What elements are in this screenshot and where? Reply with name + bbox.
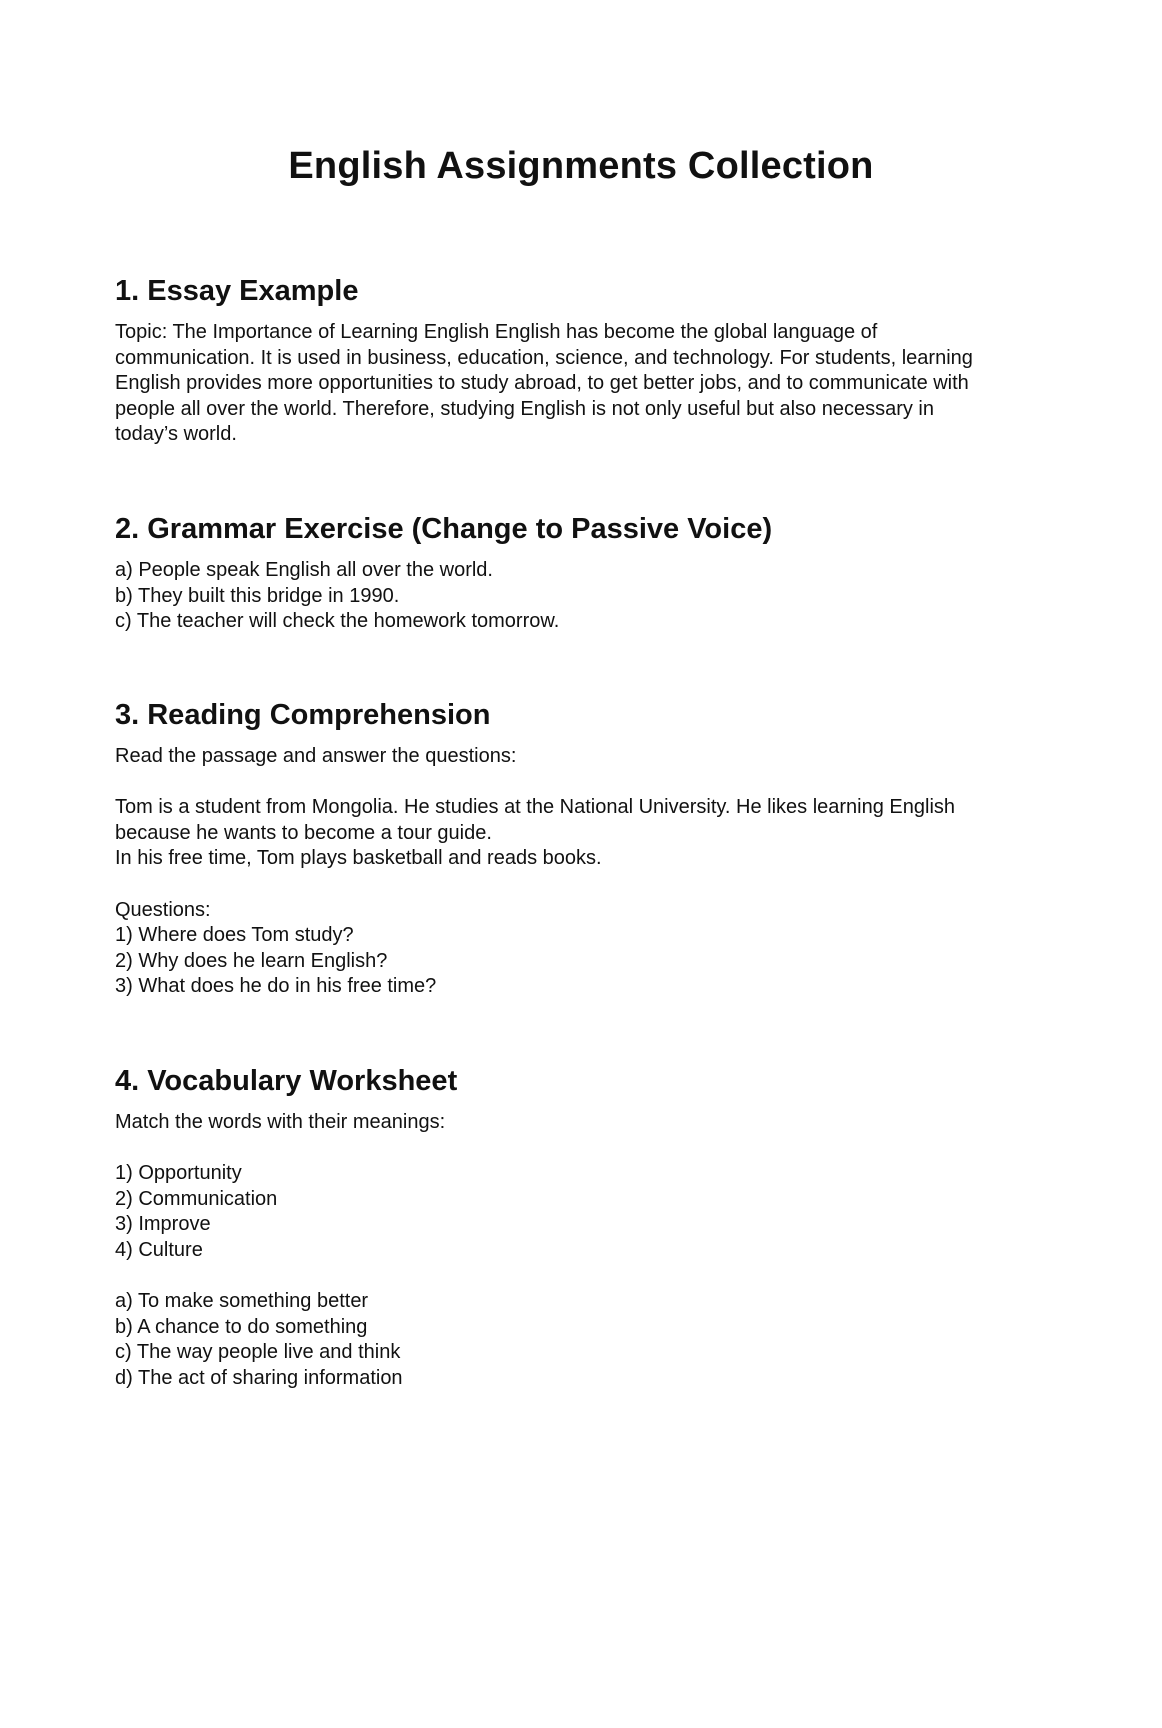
reading-body (115, 744, 1055, 1000)
passage-line: because he wants to become a tour guide. (115, 821, 492, 844)
document-title: English Assignments Collection (288, 145, 874, 187)
question-item: 1) Where does Tom study? (115, 924, 354, 947)
meaning-item: c) The way people live and think (115, 1341, 401, 1364)
word-item: 3) Improve (115, 1213, 211, 1236)
blank-line (115, 1264, 1055, 1290)
blank-line (115, 770, 1055, 796)
word-item: 4) Culture (115, 1238, 203, 1261)
section-grammar-exercise (115, 511, 1055, 635)
list-item: a) People speak English all over the world. (115, 559, 493, 581)
question-item: 2) Why does he learn English? (115, 949, 388, 972)
meaning-item: a) To make something better (115, 1290, 369, 1313)
section-heading: 1. Essay Example (115, 275, 359, 307)
word-item: 2) Communication (115, 1187, 278, 1210)
essay-line: today’s world. (115, 423, 237, 446)
reading-instruction: Read the passage and answer the questions: (115, 745, 517, 767)
essay-line: English provides more opportunities to study abroad, to get better jobs, and to communicate with (115, 372, 969, 395)
section-reading-comprehension (115, 697, 1055, 1000)
passage-line: In his free time, Tom plays basketball and reads books. (115, 847, 602, 870)
vocab-instruction: Match the words with their meanings: (115, 1111, 446, 1133)
questions-label: Questions: (115, 898, 211, 921)
vocab-body (115, 1110, 1055, 1392)
passage-line: Tom is a student from Mongolia. He studies at the National University. He likes learning English (115, 796, 956, 819)
section-heading: 2. Grammar Exercise (Change to Passive Voice) (115, 513, 773, 545)
essay-paragraph (115, 320, 1055, 448)
essay-line: communication. It is used in business, education, science, and technology. For students, learning (115, 346, 973, 369)
blank-line (115, 872, 1055, 898)
meaning-item: d) The act of sharing information (115, 1366, 403, 1389)
list-item: b) They built this bridge in 1990. (115, 584, 400, 607)
section-vocabulary-worksheet (115, 1063, 1055, 1392)
section-heading: 4. Vocabulary Worksheet (115, 1065, 458, 1097)
essay-line: people all over the world. Therefore, studying English is not only useful but also necessary in (115, 397, 934, 420)
grammar-list (115, 558, 1055, 635)
word-item: 1) Opportunity (115, 1162, 242, 1185)
section-heading: 3. Reading Comprehension (115, 699, 491, 731)
essay-line: Topic: The Importance of Learning English English has become the global language of (115, 321, 878, 343)
meaning-item: b) A chance to do something (115, 1315, 368, 1338)
blank-line (115, 1136, 1055, 1162)
list-item: c) The teacher will check the homework tomorrow. (115, 610, 560, 633)
question-item: 3) What does he do in his free time? (115, 975, 437, 998)
section-essay-example (115, 273, 1055, 448)
